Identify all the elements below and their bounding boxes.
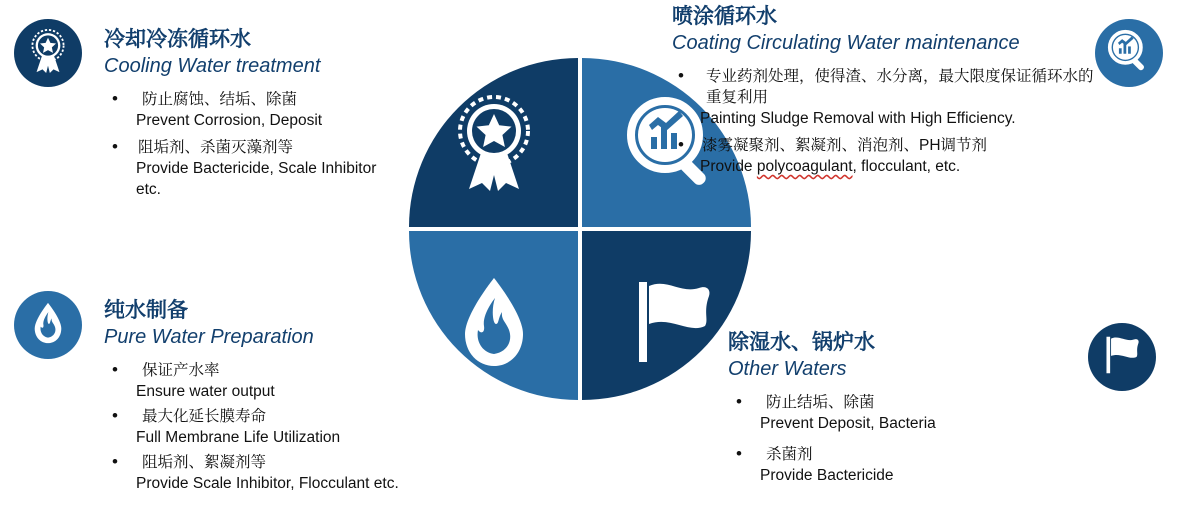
- bullet-text-en: Full Membrane Life Utilization: [136, 429, 341, 446]
- bullet-text-en: Provide Scale Inhibitor, Flocculant etc.: [136, 475, 399, 492]
- bullet-text-en: [700, 156, 1102, 177]
- section-pure: [104, 298, 504, 498]
- bullet-text-en: Prevent Deposit, Bacteria: [760, 415, 936, 432]
- badge-cooling: [14, 19, 82, 87]
- list-item: [728, 392, 1128, 434]
- bullet-text-en: Prevent Corrosion, Deposit: [136, 112, 323, 129]
- list-item: [728, 444, 1128, 486]
- badge-pure: [14, 291, 82, 359]
- section-other-title-en: Other Waters: [728, 358, 847, 380]
- section-pure-title-en: Pure Water Preparation: [104, 326, 314, 348]
- bullet-text-en: Ensure water output: [136, 383, 275, 400]
- section-cooling-title-en: Cooling Water treatment: [104, 55, 321, 77]
- list-item: [104, 89, 404, 131]
- misspelled-word: polycoagulant: [756, 158, 853, 175]
- award-ribbon-icon: [28, 29, 68, 78]
- bullet-text-en: Provide Bactericide, Scale Inhibitor etc.: [136, 160, 377, 198]
- list-item: [104, 452, 504, 494]
- bullet-text-cn: • 阻垢剂、絮凝剂等: [142, 454, 267, 471]
- section-other: [728, 330, 1128, 496]
- list-item: [104, 137, 404, 200]
- bullet-text-cn: • 漆雾凝聚剂、絮凝剂、消泡剂、PH调节剂: [702, 137, 988, 154]
- section-coating-title-cn: 喷涂循环水: [672, 5, 777, 28]
- section-coating: [672, 4, 1102, 183]
- section-other-bullets: [728, 392, 1128, 486]
- section-coating-bullets: [672, 66, 1102, 177]
- bullet-text-en-suffix: , flocculant, etc.: [852, 158, 961, 175]
- section-other-title-cn: 除湿水、锅炉水: [728, 331, 875, 354]
- wheel-quadrant-other[interactable]: [582, 231, 751, 400]
- bullet-text-cn: • 最大化延长膜寿命: [142, 408, 267, 425]
- water-drop-flame-icon: [31, 301, 65, 350]
- bullet-text-cn: • 保证产水率: [142, 362, 220, 379]
- magnifier-chart-icon: [1107, 29, 1151, 78]
- section-coating-title-en: Coating Circulating Water maintenance: [672, 32, 1020, 54]
- bullet-text-cn: • 防止结垢、除菌: [766, 394, 875, 411]
- bullet-text-en-prefix: Provide: [700, 158, 757, 175]
- bullet-text-cn: • 专业药剂处理，使得渣、水分离，最大限度保证循环水的重复利用: [706, 68, 1094, 106]
- badge-coating: [1095, 19, 1163, 87]
- list-item: [672, 66, 1102, 129]
- section-cooling-title-cn: 冷却冷冻循环水: [104, 28, 251, 51]
- list-item: [104, 360, 504, 402]
- section-cooling-bullets: [104, 89, 404, 200]
- bullet-text-cn: • 阻垢剂、杀菌灭藻剂等: [138, 139, 294, 156]
- section-pure-bullets: [104, 360, 504, 494]
- bullet-text-en: Provide Bactericide: [760, 467, 894, 484]
- section-pure-title-cn: 纯水制备: [104, 299, 188, 322]
- wheel-quadrant-cooling[interactable]: [409, 58, 578, 227]
- bullet-text-cn: • 杀菌剂: [766, 446, 813, 463]
- bullet-text-cn: • 防止腐蚀、结垢、除菌: [142, 91, 298, 108]
- section-cooling: [104, 27, 404, 206]
- bullet-text-en: Painting Sludge Removal with High Efficiency.: [700, 110, 1016, 127]
- list-item: [104, 406, 504, 448]
- award-ribbon-icon: [409, 58, 584, 233]
- list-item: [672, 135, 1102, 177]
